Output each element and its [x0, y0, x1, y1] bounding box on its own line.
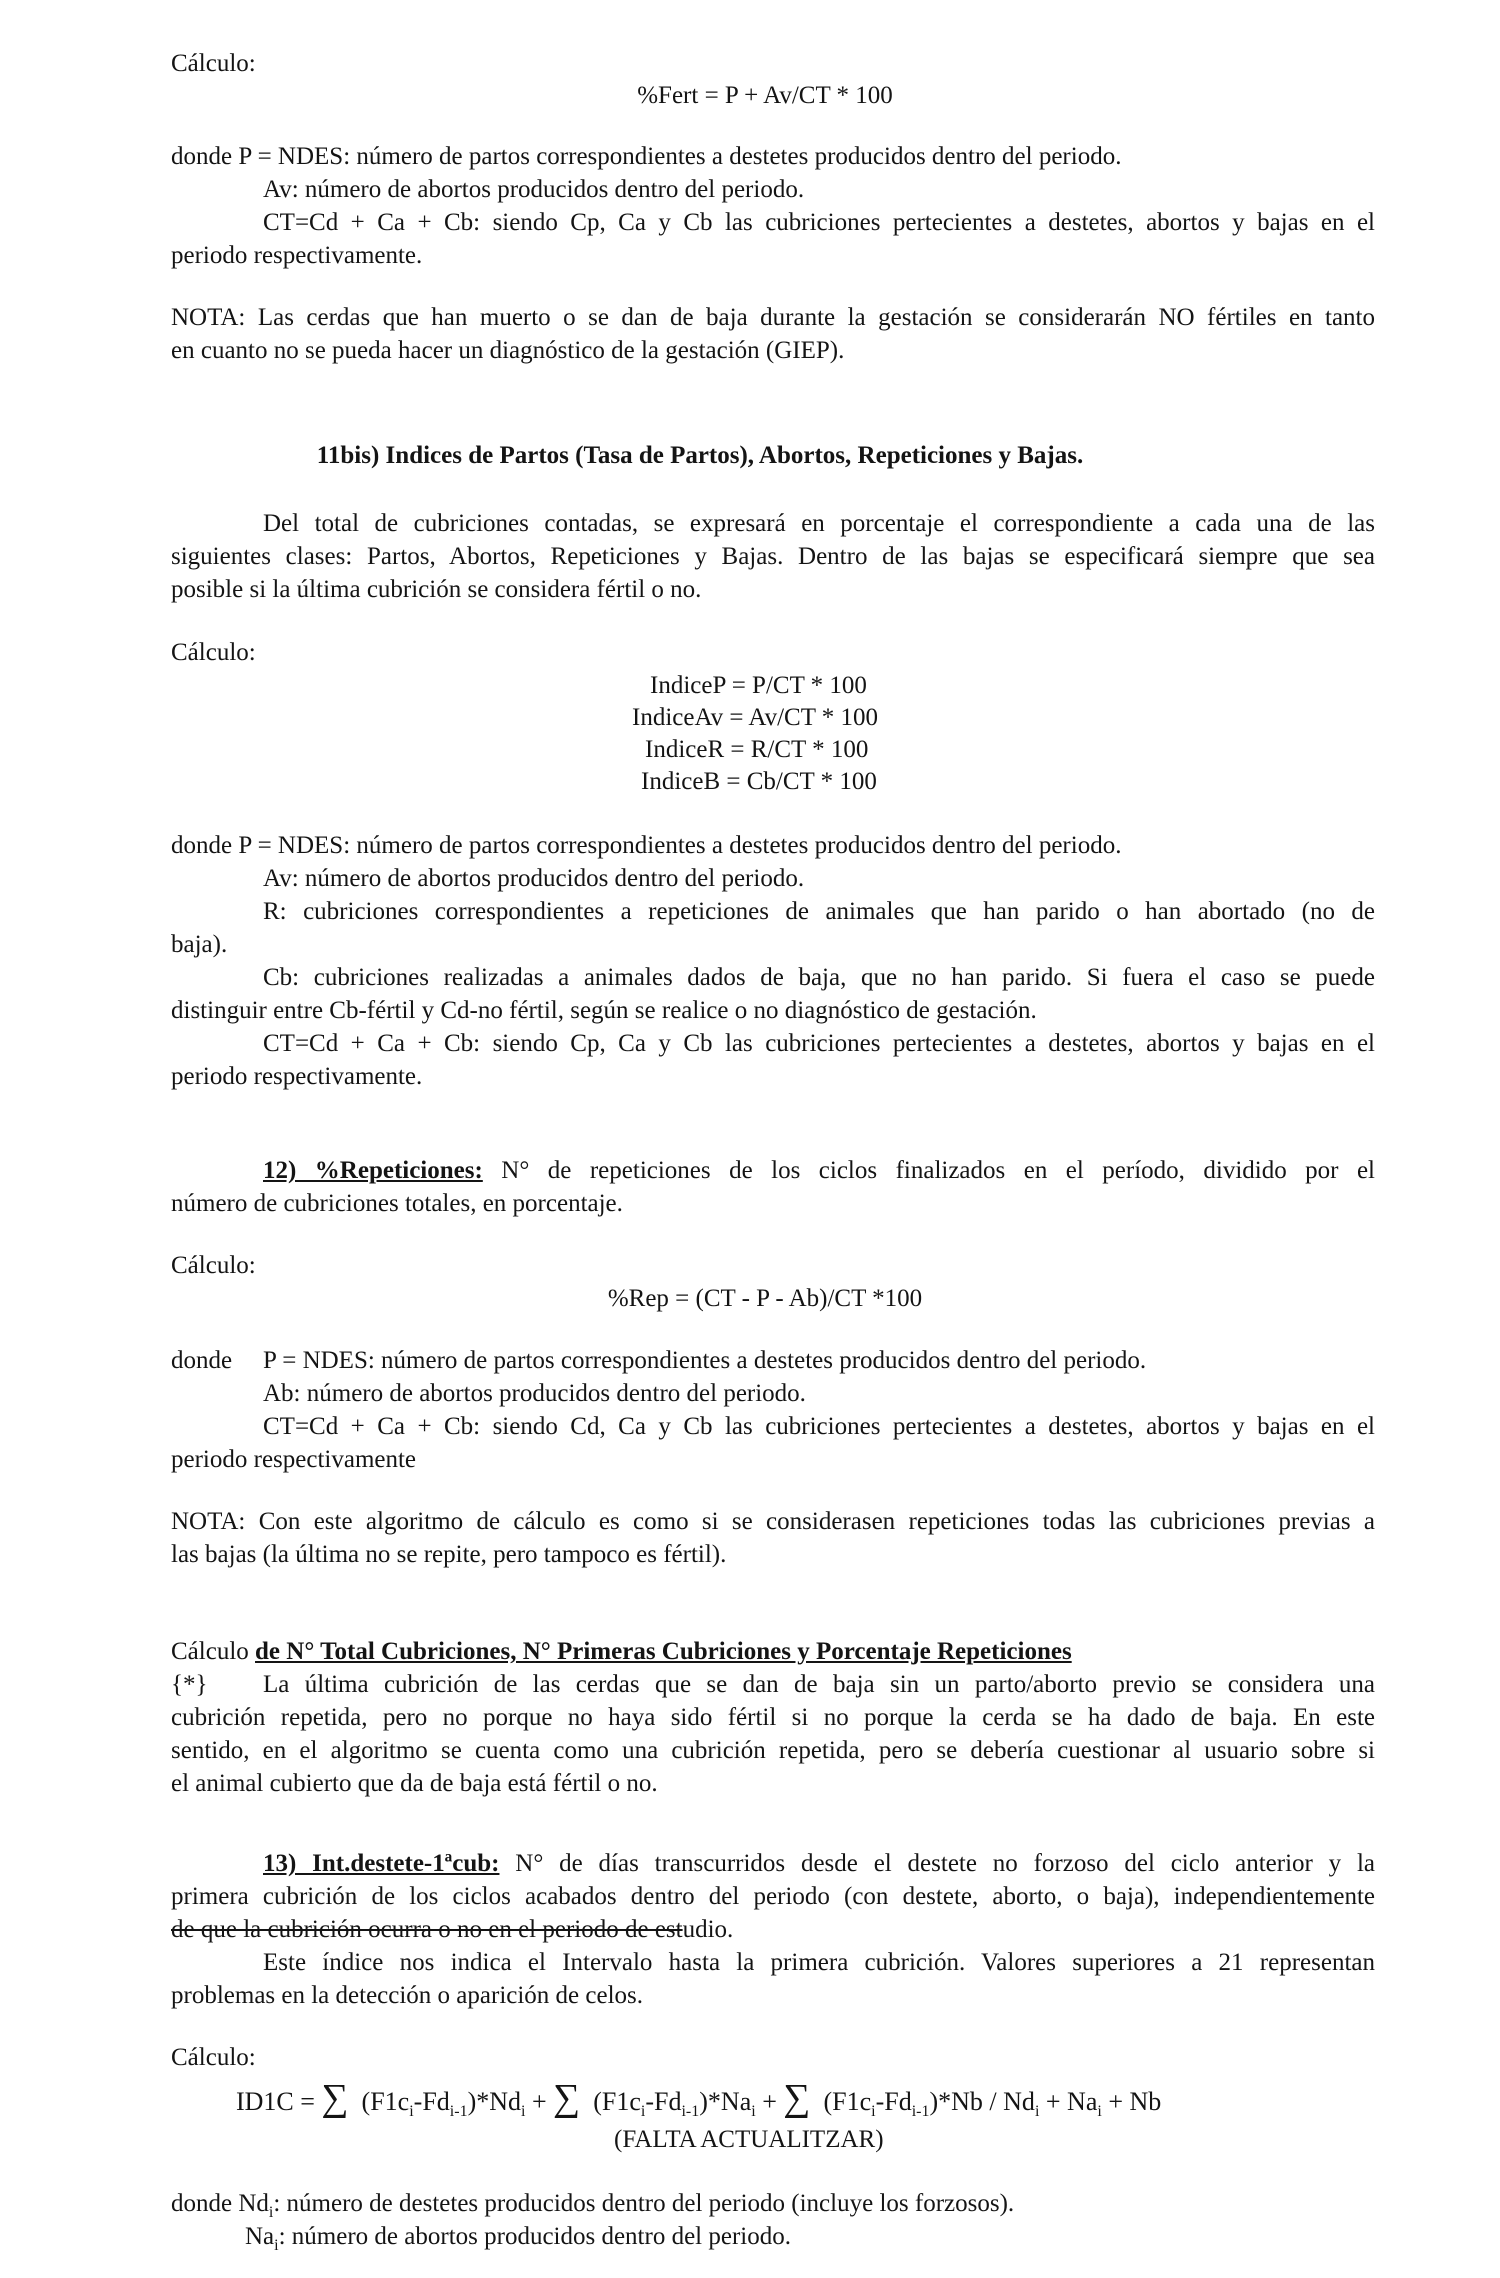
where-line: periodo respectivamente. — [171, 242, 423, 269]
where-line: baja). — [171, 931, 228, 958]
calc-label: Cálculo: — [171, 1252, 256, 1279]
sigma-symbol: ∑ — [783, 2077, 811, 2119]
formula-indice-p: IndiceP = P/CT * 100 — [650, 672, 867, 699]
where-line: distinguir entre Cb-fértil y Cd-no fértil, según se realice o no diagnóstico de gestación. — [171, 997, 1037, 1024]
section-12-first-line: 12) %Repeticiones: N° de repeticiones de los ciclos finalizados en el período, dividido por el — [263, 1157, 1376, 1184]
paragraph-line: número de cubriciones totales, en porcentaje. — [171, 1190, 623, 1217]
footnote-marker: {*} — [171, 1671, 208, 1698]
formula-indice-b: IndiceB = Cb/CT * 100 — [641, 768, 877, 795]
nota-line: NOTA: Las cerdas que han muerto o se dan de baja durante la gestación se considerarán NO fértiles en tanto — [171, 304, 1375, 331]
where-line: Av: número de abortos producidos dentro del periodo. — [263, 176, 805, 203]
section-heading-12: 12) %Repeticiones: — [263, 1157, 483, 1184]
calc-label: Cálculo: — [171, 2044, 256, 2071]
where-word: donde — [171, 1347, 233, 1374]
section-13-first-line: 13) Int.destete-1ªcub: N° de días transcurridos desde el destete no forzoso del ciclo anterior y la — [263, 1850, 1376, 1877]
where-line: Cb: cubriciones realizadas a animales dados de baja, que no han parido. Si fuera el caso se puede — [263, 964, 1375, 991]
where-line: $Na_i$: número de abortos producidos dentro del periodo. — [245, 2223, 791, 2254]
where-line: CT=Cd + Ca + Cb: siendo Cp, Ca y Cb las cubriciones pertecientes a destetes, abortos y bajas en el — [263, 1030, 1375, 1057]
sigma-symbol: ∑ — [553, 2077, 581, 2119]
section-heading-total: de N° Total Cubriciones, N° Primeras Cubriciones y Porcentaje Repeticiones — [255, 1638, 1072, 1665]
formula-note: (FALTA ACTUALITZAR) — [614, 2126, 884, 2153]
formula-rep: %Rep = (CT - P - Ab)/CT *100 — [607, 1285, 923, 1312]
where-line: periodo respectivamente — [171, 1446, 417, 1473]
formula-id1c: ID1C = ∑ $(F1c_i-Fd_{i-1})*Nd_i$ + ∑ $(F1c_i-Fd_{i-1})*Na_i$ + ∑ $(F1c_i-Fd_{i-1})*Nb / Nd_i + Na_i + Nb$ — [236, 2077, 1162, 2121]
where-line: CT=Cd + Ca + Cb: siendo Cd, Ca y Cb las cubriciones pertecientes a destetes, abortos y bajas en el — [263, 1413, 1375, 1440]
section-heading-13: 13) Int.destete-1ªcub: — [263, 1850, 500, 1877]
formula-indice-av: IndiceAv = Av/CT * 100 — [632, 704, 879, 731]
where-line: donde P = NDES: número de partos correspondientes a destetes producidos dentro del periodo. — [171, 832, 1122, 859]
where-line: R: cubriciones correspondientes a repeticiones de animales que han parido o han abortado (no de — [263, 898, 1375, 925]
where-line: P = NDES: número de partos correspondientes a destetes producidos dentro del periodo. — [263, 1347, 1147, 1374]
where-line: CT=Cd + Ca + Cb: siendo Cp, Ca y Cb las cubriciones pertecientes a destetes, abortos y bajas en el — [263, 209, 1375, 236]
sigma-symbol: ∑ — [321, 2077, 349, 2119]
calc-label: Cálculo: — [171, 639, 256, 666]
where-line: donde P = NDES: número de partos correspondientes a destetes producidos dentro del periodo. — [171, 143, 1122, 170]
section-total-heading-line: Cálculo de N° Total Cubriciones, N° Primeras Cubriciones y Porcentaje Repeticiones — [171, 1638, 1072, 1665]
paragraph-line: Del total de cubriciones contadas, se expresará en porcentaje el correspondiente a cada una de las — [263, 510, 1375, 537]
formula-indice-r: IndiceR = R/CT * 100 — [645, 736, 869, 763]
section-heading-11bis: 11bis) Indices de Partos (Tasa de Partos), Abortos, Repeticiones y Bajas. — [316, 442, 1084, 469]
struck-text: de que la cubrición ocurra o no en el periodo de est — [171, 1916, 683, 1943]
paragraph-line: el animal cubierto que da de baja está fértil o no. — [171, 1770, 658, 1797]
where-line: periodo respectivamente. — [171, 1063, 423, 1090]
paragraph-line: sentido, en el algoritmo se cuenta como una cubrición repetida, pero se debería cuestionar al usuario sobre si — [171, 1737, 1375, 1764]
where-line: Av: número de abortos producidos dentro del periodo. — [263, 865, 805, 892]
formula-fert: %Fert = P + Av/CT * 100 — [637, 82, 893, 109]
paragraph-line: primera cubrición de los ciclos acabados dentro del periodo (con destete, aborto, o baja), independientemente — [171, 1883, 1375, 1910]
paragraph-line: problemas en la detección o aparición de celos. — [171, 1982, 644, 2009]
paragraph-line: siguientes clases: Partos, Abortos, Repeticiones y Bajas. Dentro de las bajas se especificará siempre que sea — [171, 543, 1375, 570]
where-line: Ab: número de abortos producidos dentro del periodo. — [263, 1380, 806, 1407]
nota-line: en cuanto no se pueda hacer un diagnóstico de la gestación (GIEP). — [171, 337, 845, 364]
where-line: donde $Nd_i$: número de destetes producidos dentro del periodo (incluye los forzosos). — [171, 2190, 1015, 2221]
paragraph-line: de que la cubrición ocurra o no en el periodo de estudio. — [171, 1916, 734, 1943]
paragraph-line: Este índice nos indica el Intervalo hasta la primera cubrición. Valores superiores a 21 representan — [263, 1949, 1375, 1976]
paragraph-line: cubrición repetida, pero no porque no haya sido fértil si no porque la cerda se ha dado de baja. En este — [171, 1704, 1375, 1731]
nota-line: las bajas (la última no se repite, pero tampoco es fértil). — [171, 1541, 727, 1568]
calc-label: Cálculo: — [171, 50, 256, 77]
paragraph-line: La última cubrición de las cerdas que se dan de baja sin un parto/aborto previo se considera una — [263, 1671, 1375, 1698]
nota-line: NOTA: Con este algoritmo de cálculo es como si se considerasen repeticiones todas las cubriciones previas a — [171, 1508, 1375, 1535]
paragraph-line: posible si la última cubrición se considera fértil o no. — [171, 576, 702, 603]
